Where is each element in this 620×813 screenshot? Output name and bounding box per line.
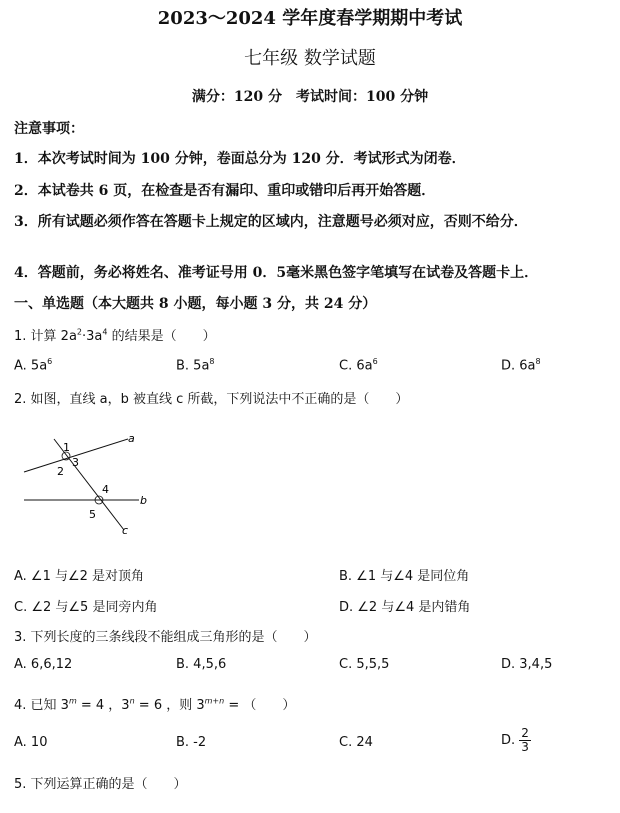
question-4-option-a[interactable]: A. 10: [14, 735, 48, 750]
question-4-stem: 4. 已知 $3^m = 4$ ，$3^n = 6$ ，则 $3^{m+n}$ = （ ）: [14, 696, 296, 713]
label-1: 1: [63, 441, 70, 454]
fraction: $\frac{2}{3}$: [521, 726, 529, 754]
question-2-option-c[interactable]: C. ∠2 与∠5 是同旁内角: [14, 600, 158, 615]
question-3-option-a[interactable]: A. 6,6,12: [14, 657, 73, 672]
notice-item-4: 4．答题前，务必将姓名、准考证号用 0．5毫米黑色签字笔填写在试卷及答题卡上．: [14, 265, 539, 281]
question-1-stem: 1. 计算 $2a^2\cdot 3a^4$ 的结果是（ ）: [14, 327, 216, 344]
notice-item-2: 2．本试卷共 6 页，在检查是否有漏印、重印或错印后再开始答题．: [14, 183, 436, 199]
question-4-option-c[interactable]: C. 24: [339, 735, 373, 750]
question-4-option-d[interactable]: D. $\frac{2}{3}$: [501, 726, 529, 754]
exam-meta: 满分：120 分 考试时间：100 分钟: [191, 89, 429, 105]
question-1-option-a[interactable]: A. $5a^6$: [14, 357, 53, 374]
question-1-option-d[interactable]: D. $6a^8$: [501, 357, 541, 374]
question-3-option-d[interactable]: D. 3,4,5: [501, 657, 553, 672]
question-1-option-c[interactable]: C. $6a^6$: [339, 357, 378, 374]
notice-heading: 注意事项：: [14, 121, 84, 137]
question-2-option-b[interactable]: B. ∠1 与∠4 是同位角: [339, 569, 470, 584]
question-2-option-d[interactable]: D. ∠2 与∠4 是内错角: [339, 600, 471, 615]
question-3-option-c[interactable]: C. 5,5,5: [339, 657, 390, 672]
question-2-option-a[interactable]: A. ∠1 与∠2 是对顶角: [14, 569, 145, 584]
label-5: 5: [89, 508, 96, 521]
label-2: 2: [57, 465, 64, 478]
question-2-figure: [14, 425, 164, 540]
section-heading: 一、单选题（本大题共 8 小题，每小题 3 分，共 24 分）: [14, 296, 377, 312]
notice-item-3: 3．所有试题必须作答在答题卡上规定的区域内，注意题号必须对应，否则不给分．: [14, 214, 528, 230]
question-1-option-b[interactable]: B. $5a^8$: [176, 357, 215, 374]
question-3-option-b[interactable]: B. 4,5,6: [176, 657, 227, 672]
label-a: a: [128, 432, 135, 445]
question-3-stem: 3. 下列长度的三条线段不能组成三角形的是（ ）: [14, 630, 317, 645]
label-3: 3: [72, 456, 79, 469]
question-2-stem: 2. 如图，直线 a，b 被直线 c 所截，下列说法中不正确的是（ ）: [14, 392, 409, 407]
label-4: 4: [102, 483, 109, 496]
question-4-option-b[interactable]: B. -2: [176, 735, 207, 750]
label-b: b: [140, 494, 147, 507]
exam-title: 2023～2024 学年度春学期期中考试: [157, 8, 463, 29]
notice-item-1: 1．本次考试时间为 100 分钟，卷面总分为 120 分．考试形式为闭卷．: [14, 151, 466, 167]
label-c: c: [122, 524, 129, 537]
exam-subtitle: 七年级 数学试题: [244, 48, 376, 69]
question-5-stem: 5. 下列运算正确的是（ ）: [14, 777, 187, 792]
